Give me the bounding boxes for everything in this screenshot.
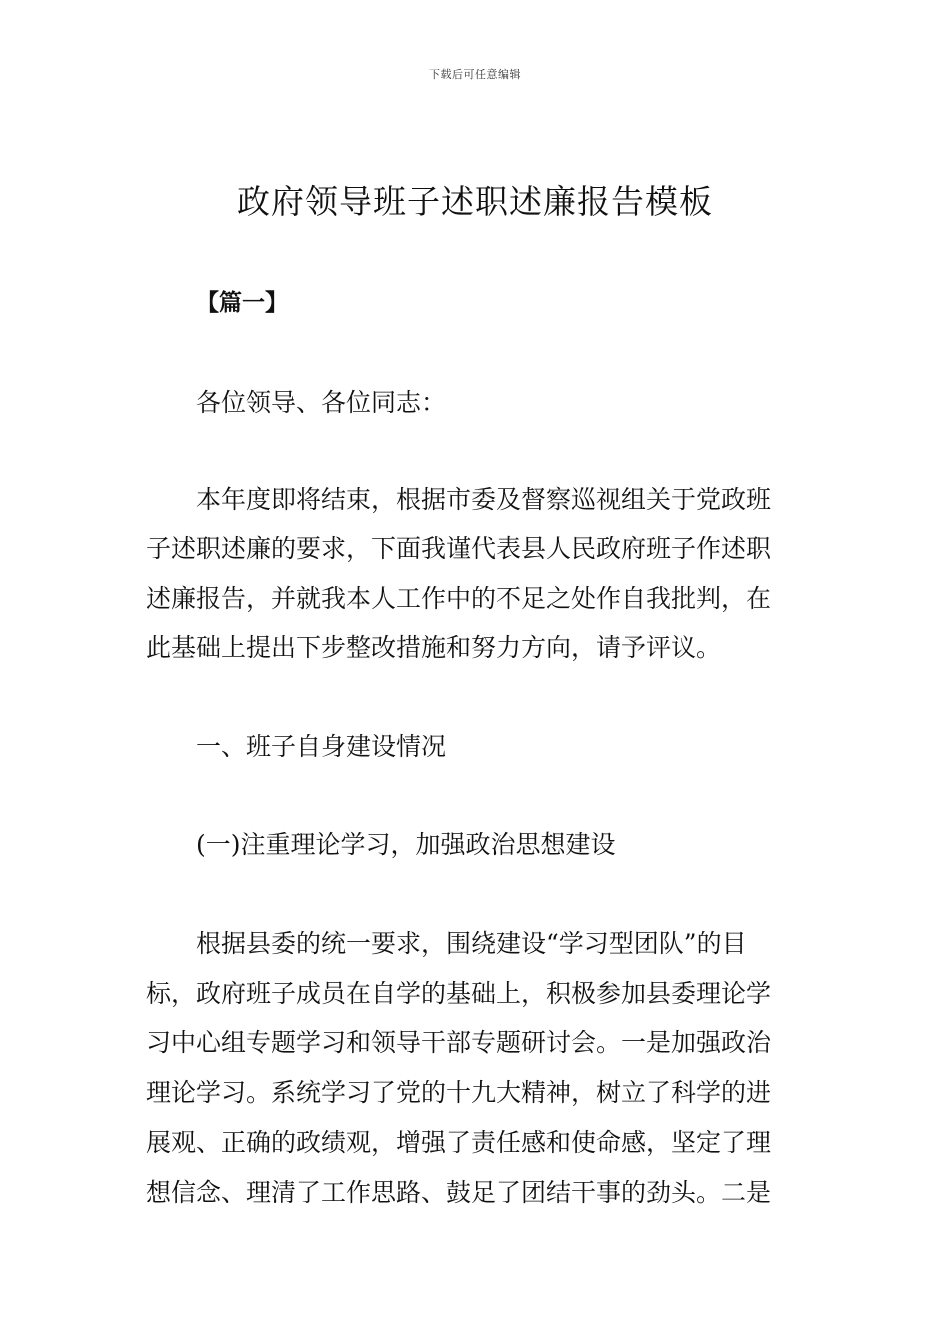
paragraph1-line-2: 子述职述廉的要求，下面我谨代表县人民政府班子作述职 — [146, 534, 772, 563]
greeting: 各位领导、各位同志： — [196, 388, 447, 417]
document-title: 政府领导班子述职述廉报告模板 — [237, 182, 713, 221]
section-label: 【篇一】 — [196, 290, 288, 316]
paragraph2-line-1: 根据县委的统一要求，围绕建设“学习型团队”的目 — [196, 929, 747, 958]
subheading-1: (一)注重理论学习，加强政治思想建设 — [196, 830, 616, 859]
paragraph1-line-4: 此基础上提出下步整改措施和努力方向，请予评议。 — [146, 633, 722, 662]
paragraph2-line-4: 理论学习。系统学习了党的十九大精神，树立了科学的进 — [146, 1078, 772, 1107]
header-note: 下载后可任意编辑 — [429, 68, 521, 81]
paragraph2-line-6: 想信念、理清了工作思路、鼓足了团结干事的劲头。二是 — [146, 1178, 772, 1207]
paragraph2-line-2: 标，政府班子成员在自学的基础上，积极参加县委理论学 — [146, 979, 772, 1008]
paragraph1-line-3: 述廉报告，并就我本人工作中的不足之处作自我批判，在 — [146, 584, 772, 613]
heading-1: 一、班子自身建设情况 — [196, 732, 447, 761]
paragraph2-line-5: 展观、正确的政绩观，增强了责任感和使命感，坚定了理 — [146, 1128, 772, 1157]
paragraph1-line-1: 本年度即将结束，根据市委及督察巡视组关于党政班 — [196, 485, 772, 514]
paragraph2-line-3: 习中心组专题学习和领导干部专题研讨会。一是加强政治 — [146, 1028, 772, 1057]
